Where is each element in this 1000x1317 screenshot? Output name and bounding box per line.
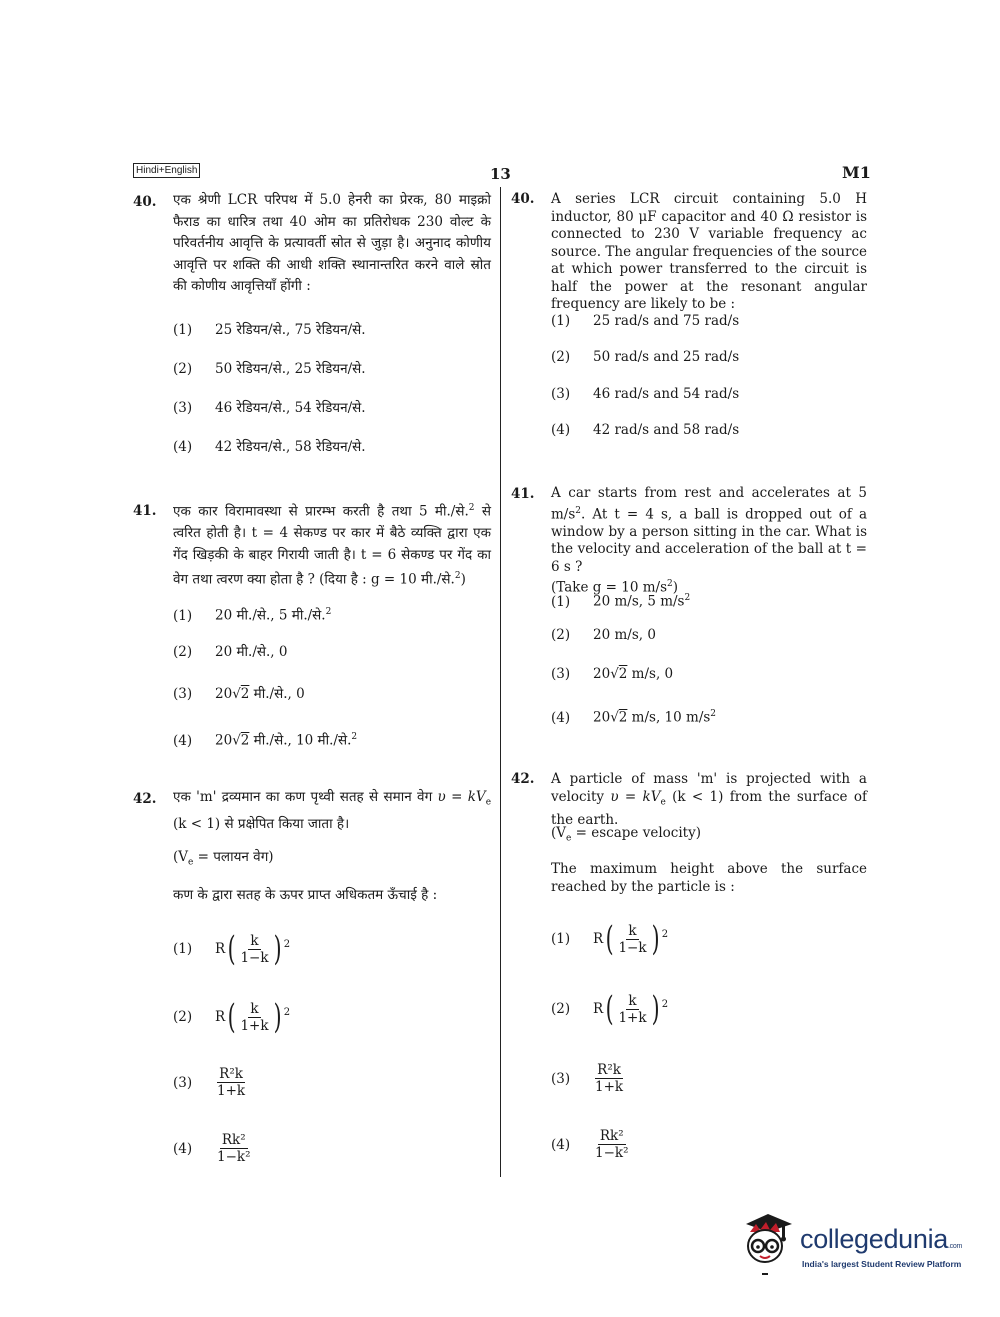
q42-text-english: A particle of mass 'm' is projected with a velocity $\upsilon = kV_e$ (k < 1) from the surface of the earth. bbox=[551, 771, 868, 828]
q42-english-option-2: (2) R ( $\frac{k}{1+k}$ ) 2 bbox=[551, 989, 669, 1029]
q41-text-english: A car starts from rest and accelerates at 5 $m/s^2$. At t = 4 s, a ball is dropped out of a window by a person sitting in the car. What is the velocity and acceleration of the ball at t = 6 s ? (Take g = 10 $m/s^2$) bbox=[551, 485, 867, 596]
q41-hindi-option-2: (2) 20 मी./से., 0 bbox=[173, 644, 288, 660]
paper-code: M1 bbox=[842, 163, 871, 182]
q40-hindi-option-4: (4) 42 रेडियन/से., 58 रेडियन/से. bbox=[173, 439, 366, 455]
q40-text-english: A series LCR circuit containing 5.0 H inductor, 80 μF capacitor and 40 Ω resistor is connected to 230 V variable frequency ac source. The angular frequencies of the source at which power transferred to the circuit is half the power at the resonant angular frequency are likely to be : bbox=[551, 191, 867, 312]
q40-number-english: 40. bbox=[511, 191, 535, 207]
q40-english-option-4: (4) 42 rad/s and 58 rad/s bbox=[551, 422, 740, 438]
q42-hindi-option-1: (1) R ( $\frac{k}{1-k}$ ) 2 bbox=[173, 929, 291, 969]
q40-text-hindi: एक श्रेणी LCR परिपथ में 5.0 हेनरी का प्रेरक, 80 माइक्रो फैराड का धारित्र तथा 40 ओम का प्रतिरोधक 230 वोल्ट के परिवर्तनीय आवृत्ति के प्रत्यावर्ती स्रोत से जुड़ा है। अनुनाद कोणीय आवृत्ति पर शक्ति की आधी शक्ति स्थानान्तरित करने वाले स्रोत की कोणीय आवृत्तियाँ होंगी : bbox=[173, 192, 491, 294]
collegedunia-tagline: India's largest Student Review Platform bbox=[802, 1259, 962, 1269]
q40-number-hindi: 40. bbox=[133, 194, 157, 210]
q42-number-hindi: 42. bbox=[133, 791, 157, 807]
q42-hindi-option-2: (2) R ( $\frac{k}{1+k}$ ) 2 bbox=[173, 997, 291, 1037]
page-number: 13 bbox=[490, 165, 511, 183]
q42-hindi-option-4: (4) $\frac{\text{Rk²}}{\text{1−k²}}$ bbox=[173, 1132, 251, 1165]
q41-hindi-option-4: (4) 20√2 मी./से., 10 मी./से.$^2$ bbox=[173, 732, 358, 749]
q42-number-english: 42. bbox=[511, 771, 535, 787]
q41-hindi-option-1: (1) 20 मी./से., 5 मी./से.$^2$ bbox=[173, 607, 332, 624]
collegedunia-mascot-icon bbox=[738, 1210, 800, 1282]
collegedunia-logo: collegedunia.com bbox=[800, 1224, 963, 1254]
q42-hindi-option-3: (3) $\frac{\text{R²k}}{1+k}$ bbox=[173, 1066, 246, 1099]
q40-hindi-option-1: (1) 25 रेडियन/से., 75 रेडियन/से. bbox=[173, 322, 366, 338]
q41-english-option-4: (4) 20√2 m/s, 10 $m/s^2$ bbox=[551, 709, 717, 726]
q41-text-hindi: एक कार विरामावस्था से प्रारम्भ करती है तथा 5 मी./से.$^2$ से त्वरित होती है। t = 4 सेकण्ड पर कार में बैठे व्यक्ति द्वारा एक गेंद खिड़की के बाहर गिरायी जाती है। t = 6 सेकण्ड पर गेंद का वेग तथा त्वरण क्या होता है ? (दिया है : g = 10 मी./से.$^2$) bbox=[173, 503, 491, 588]
q42-text-hindi: एक 'm' द्रव्यमान का कण पृथ्वी सतह से समान वेग $\upsilon = kV_e$ (k < 1) से प्रक्षेपित किया जाता है। bbox=[173, 789, 492, 833]
column-divider bbox=[500, 187, 501, 1177]
q42-question-hindi: कण के द्वारा सतह के ऊपर प्राप्त अधिकतम ऊँचाई है : bbox=[173, 887, 438, 903]
q40-english-option-2: (2) 50 rad/s and 25 rad/s bbox=[551, 349, 740, 365]
q42-question-english: The maximum height above the surface reached by the particle is : bbox=[551, 861, 867, 895]
q41-hindi-option-3: (3) 20√2 मी./से., 0 bbox=[173, 686, 305, 702]
q41-number-english: 41. bbox=[511, 486, 535, 502]
q40-hindi-option-3: (3) 46 रेडियन/से., 54 रेडियन/से. bbox=[173, 400, 366, 416]
q41-english-option-3: (3) 20√2 m/s, 0 bbox=[551, 666, 674, 682]
q41-number-hindi: 41. bbox=[133, 503, 157, 519]
q40-hindi-option-2: (2) 50 रेडियन/से., 25 रेडियन/से. bbox=[173, 361, 366, 377]
q42-english-option-3: (3) $\frac{\text{R²k}}{1+k}$ bbox=[551, 1062, 624, 1095]
q41-english-option-1: (1) 20 m/s, 5 $m/s^2$ bbox=[551, 593, 691, 610]
q42-english-option-1: (1) R ( $\frac{k}{1-k}$ ) 2 bbox=[551, 919, 669, 959]
q42-note-hindi: ($V_e$ = पलायन वेग) bbox=[173, 849, 274, 868]
q40-english-option-1: (1) 25 rad/s and 75 rad/s bbox=[551, 313, 740, 329]
q41-english-option-2: (2) 20 m/s, 0 bbox=[551, 627, 656, 643]
q42-english-option-4: (4) $\frac{\text{Rk²}}{\text{1−k²}}$ bbox=[551, 1128, 629, 1161]
q40-english-option-3: (3) 46 rad/s and 54 rad/s bbox=[551, 386, 740, 402]
language-tag: Hindi+English bbox=[133, 163, 200, 178]
q42-note-english: ($V_e$ = escape velocity) bbox=[551, 825, 701, 844]
